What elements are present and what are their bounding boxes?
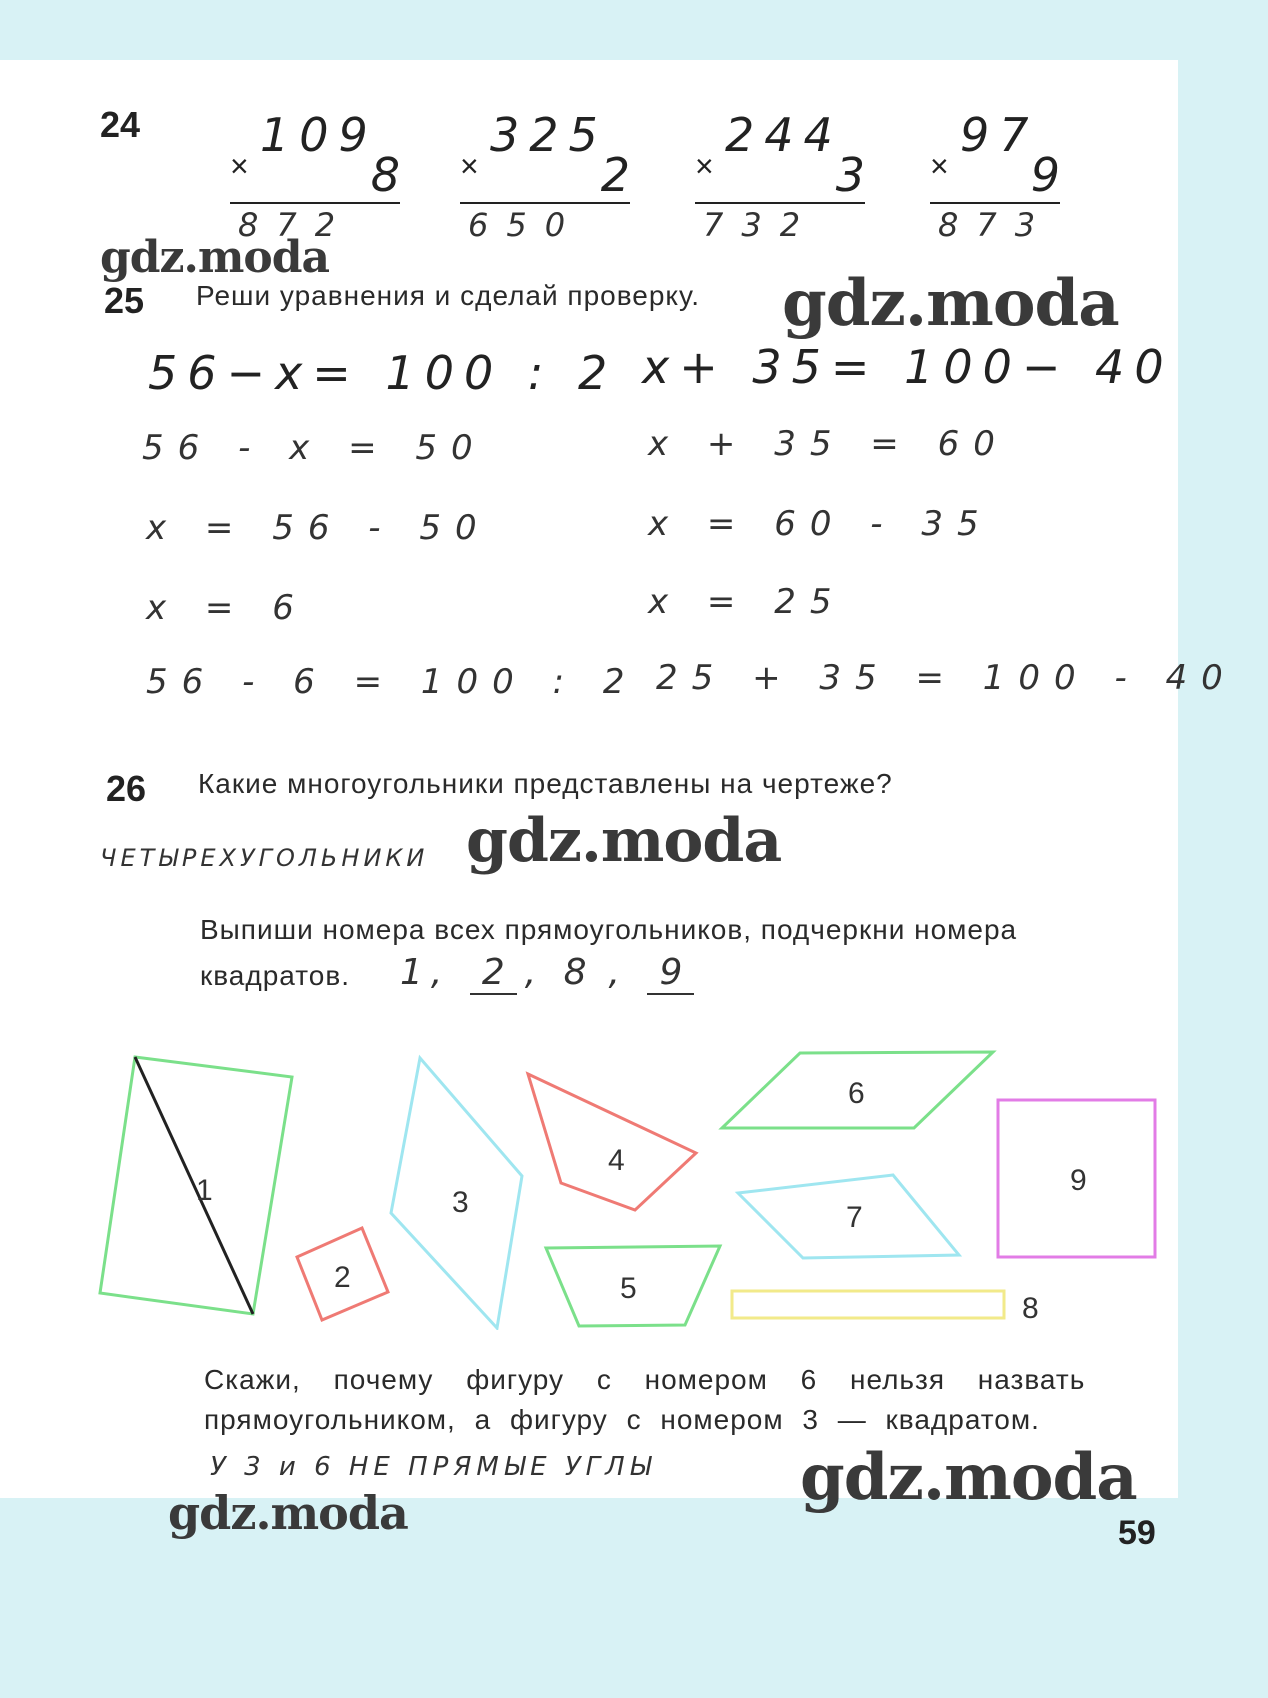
figure-label-3: 3 bbox=[452, 1186, 469, 1219]
answer-number-2-underlined: 2 bbox=[470, 952, 517, 995]
multiplicand: 325 bbox=[490, 108, 608, 162]
answer-angles: У 3 и 6 НЕ ПРЯМЫЕ УГЛЫ bbox=[210, 1452, 656, 1482]
watermark: gdz.moda bbox=[782, 266, 1119, 341]
task26-question3-line1: Скажи, почему фигуру с номером 6 нельзя назвать bbox=[204, 1364, 1086, 1395]
figure-label-8: 8 bbox=[1022, 1292, 1039, 1325]
result-line bbox=[695, 202, 865, 204]
multiplication-problem-1 bbox=[230, 108, 400, 248]
watermark: gdz.moda bbox=[466, 806, 782, 876]
left-step-2: x = 56 - 50 bbox=[146, 508, 491, 548]
times-sign: × bbox=[460, 148, 479, 184]
left-check: 56 - 6 = 100 : 2 bbox=[146, 662, 639, 702]
product: 873 bbox=[938, 206, 1054, 244]
product: 732 bbox=[703, 206, 819, 244]
figure-4-quadrilateral bbox=[528, 1074, 696, 1210]
left-step-3: x = 6 bbox=[146, 588, 308, 628]
figure-label-5: 5 bbox=[620, 1272, 637, 1305]
polygons-drawing bbox=[0, 1030, 1268, 1330]
result-line bbox=[460, 202, 630, 204]
task25-instruction: Реши уравнения и сделай проверку. bbox=[196, 280, 700, 311]
task-number-24: 24 bbox=[100, 104, 141, 145]
product: 650 bbox=[468, 206, 584, 244]
answer-polygons: ЧЕТЫРЕХУГОЛЬНИКИ bbox=[100, 844, 429, 872]
figure-label-7: 7 bbox=[846, 1201, 863, 1234]
multiplicand: 97 bbox=[960, 108, 1039, 162]
answer-number-1: 1 bbox=[400, 952, 423, 993]
product: 872 bbox=[238, 206, 354, 244]
result-line bbox=[930, 202, 1060, 204]
multiplication-problem-4 bbox=[930, 108, 1060, 248]
times-sign: × bbox=[930, 148, 949, 184]
task26-question: Какие многоугольники представлены на чертеже? bbox=[198, 768, 893, 799]
separator: , bbox=[524, 952, 537, 993]
separator: , bbox=[430, 952, 443, 993]
page-number: 59 bbox=[1118, 1514, 1156, 1552]
watermark: gdz.moda bbox=[100, 232, 330, 283]
result-line bbox=[230, 202, 400, 204]
figure-label-1: 1 bbox=[196, 1174, 213, 1207]
answer-rectangles bbox=[400, 952, 694, 993]
multiplier: 8 bbox=[370, 148, 400, 202]
figure-label-2: 2 bbox=[334, 1261, 351, 1294]
right-step-3: x = 25 bbox=[648, 582, 846, 622]
background-tiles-top bbox=[0, 0, 1268, 60]
task26-question3-line2: прямоугольником, а фигуру с номером 3 — квадратом. bbox=[204, 1404, 1040, 1435]
multiplier: 3 bbox=[835, 148, 865, 202]
figure-label-9: 9 bbox=[1070, 1164, 1087, 1197]
multiplicand: 109 bbox=[260, 108, 378, 162]
figure-8-rectangle bbox=[732, 1291, 1004, 1318]
multiplication-problem-2 bbox=[460, 108, 630, 248]
multiplier: 2 bbox=[600, 148, 630, 202]
right-check: 25 + 35 = 100 - 40 bbox=[656, 658, 1237, 698]
multiplier: 9 bbox=[1030, 148, 1060, 202]
figure-label-4: 4 bbox=[608, 1144, 625, 1177]
figure-label-6: 6 bbox=[848, 1077, 865, 1110]
equation-left: 56−x= 100 : 2 bbox=[148, 346, 618, 400]
times-sign: × bbox=[230, 148, 249, 184]
separator: , bbox=[608, 952, 620, 993]
right-step-1: x + 35 = 60 bbox=[648, 424, 1009, 464]
task26-instruction-line2: квадратов. bbox=[200, 960, 350, 991]
left-step-1: 56 - x = 50 bbox=[142, 428, 487, 468]
task26-instruction-line1: Выпиши номера всех прямоугольников, подчеркни номера bbox=[200, 914, 1018, 945]
watermark: gdz.moda bbox=[800, 1440, 1137, 1515]
right-step-2: x = 60 - 35 bbox=[648, 504, 993, 544]
watermark: gdz.moda bbox=[168, 1486, 408, 1540]
multiplicand: 244 bbox=[725, 108, 843, 162]
task-number-26: 26 bbox=[106, 768, 147, 809]
task-number-25: 25 bbox=[104, 280, 145, 321]
answer-number-8: 8 bbox=[563, 952, 587, 993]
answer-number-9-underlined: 9 bbox=[647, 952, 694, 995]
equation-right: x+ 35= 100− 40 bbox=[642, 340, 1174, 394]
multiplication-problem-3 bbox=[695, 108, 865, 248]
background-tiles-right bbox=[1178, 0, 1268, 1698]
figure-1-diagonal bbox=[135, 1057, 253, 1314]
times-sign: × bbox=[695, 148, 714, 184]
